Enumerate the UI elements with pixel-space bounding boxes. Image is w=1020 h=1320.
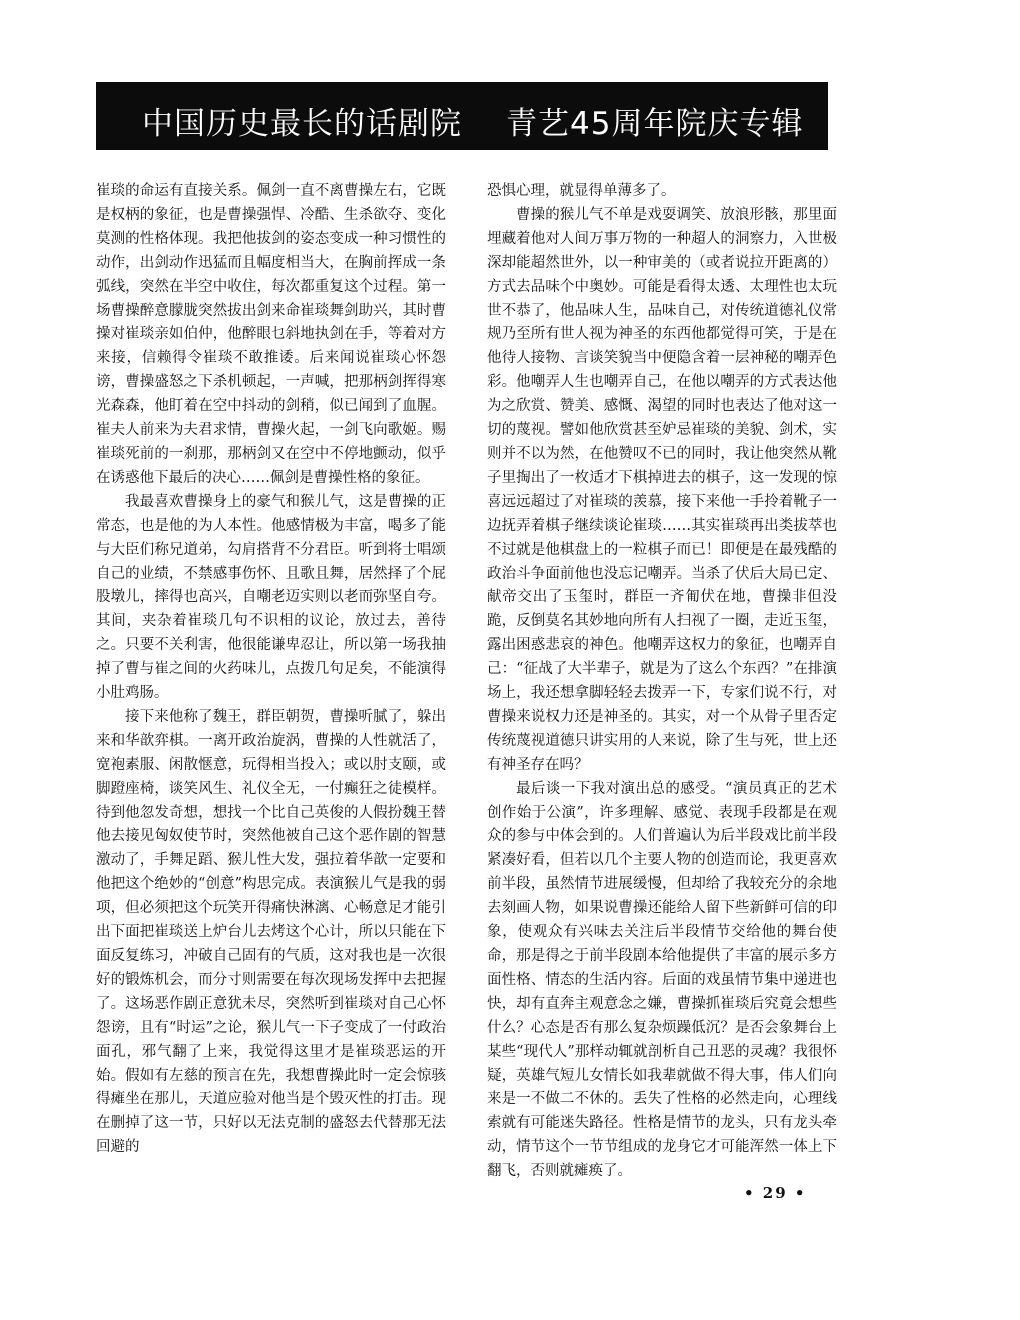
- banner-title-left: 中国历史最长的话剧院: [142, 106, 462, 142]
- paragraph: 我最喜欢曹操身上的豪气和猴儿气，这是曹操的正常态，也是他的为人本性。他感情极为丰富，喝多了能与大臣们称兄道弟，勾肩搭背不分君臣。听到将士唱颂自己的业绩，不禁感事伤怀、且歌且舞，居然择了个屁股墩儿，摔得也高兴，自嘲老迈实则以老而弥坚自夸。其间，夹杂着崔琰几句不识相的议论，放过去，善待之。只要不关利害，他很能谦卑忍让，所以第一场我抽掉了曹与崔之间的火药味儿，点拨几句足矣，不能演得小肚鸡肠。: [96, 493, 446, 702]
- right-text-column: [487, 180, 837, 1184]
- paragraph: 最后谈一下我对演出总的感受。“演员真正的艺术创作始于公演”，许多理解、感觉、表现手段都是在观众的参与中体会到的。人们普遍认为后半段戏比前半段紧凑好看，但若以几个主要人物的创造而论，我更喜欢前半段，虽然情节进展缓慢，但却给了我较充分的余地去刻画人物，如果说曹操还能给人留下些新鲜可信的印象，使观众有兴味去关注后半段情节交给他的舞台使命，那是得之于前半段剧本给他提供了丰富的展示多方面性格、情态的生活内容。后面的戏虽情节集中递进也快，却有直奔主观意念之嫌，曹操抓崔琰后究竟会想些什么？心态是否有那么复杂烦躁低沉？是否会象舞台上某些“现代人”那样动辄就剖析自己丑恶的灵魂？我很怀疑，英雄气短儿女情长如我辈就做不得大事，伟人们向来是一不做二不休的。丢失了性格的必然走向，心理线索就有可能迷失路径。性格是情节的龙头，只有龙头牵动，情节这个一节节组成的龙身它才可能浑然一体上下翻飞，否则就瘫痪了。: [487, 780, 837, 1180]
- paragraph: 接下来他称了魏王，群臣朝贺，曹操听腻了，躲出来和华歆弈棋。一离开政治旋涡，曹操的人性就活了，宽袍素服、闲散惬意，玩得相当投入；或以肘支颐，或脚蹬座椅，谈笑风生、礼仪全无，一付癫狂之徒模样。待到他忽发奇想，想找一个比自己英俊的人假扮魏王替他去接见匈奴使节时，突然他被自己这个恶作剧的智慧激动了，手舞足蹈、猴儿性大发，强拉着华歆一定要和他把这个绝妙的“创意”构思完成。表演猴儿气是我的弱项，但必须把这个玩笑开得痛快淋漓、心畅意足才能引出下面把崔琰送上炉台儿去烤这个心计，所以只能在下面反复练习，冲破自己固有的气质，这对我也是一次很好的锻炼机会，而分寸则需要在每次现场发挥中去把握了。这场恶作剧正意犹未尽，突然听到崔琰对自己心怀怨谤，且有“时运”之论，猴儿气一下子变成了一付政治面孔，邪气翻了上来，我觉得这里才是崔琰恶运的开始。假如有左慈的预言在先，我想曹操此时一定会惊骇得瘫坐在那儿，天道应验对他当是个毁灭性的打击。现在删掉了这一节，只好以无法克制的盛怒去代替那无法回避的: [96, 708, 446, 1156]
- paragraph: 崔琰的命运有直接关系。佩剑一直不离曹操左右，它既是权柄的象征，也是曹操强悍、冷酷、生杀欲夺、变化莫测的性格体现。我把他拔剑的姿态变成一种习惯性的动作，出剑动作迅猛而且幅度相当大，在胸前挥成一条弧线，突然在半空中收住，每次都重复这个过程。第一场曹操醉意朦胧突然拔出剑来命崔琰舞剑助兴，其时曹操对崔琰亲如伯仲，他醉眼乜斜地执剑在手，等着对方来接，信赖得令崔琰不敢推诿。后来闻说崔琰心怀怨谤，曹操盛怒之下杀机顿起，一声喊，把那柄剑挥得寒光森森，他盯着在空中抖动的剑稍，似已闻到了血腥。崔夫人前来为夫君求情，曹操火起，一剑飞向歌姬。赐崔琰死前的一刹那，那柄剑又在空中不停地颤动，似乎在诱惑他下最后的决心……佩剑是曹操性格的象征。: [96, 183, 446, 486]
- page-number: • 29 •: [744, 1184, 807, 1202]
- banner-title-right: 青艺45周年院庆专辑: [506, 106, 804, 142]
- title-banner: [96, 82, 828, 150]
- paragraph: 恐惧心理，就显得单薄多了。: [487, 183, 676, 199]
- paragraph: 曹操的猴儿气不单是戏耍调笑、放浪形骸，那里面埋藏着他对人间万事万物的一种超人的洞察力，入世极深却能超然世外，以一种审美的（或者说拉开距离的）方式去品味个中奥妙。可能是看得太透、太理性也太玩世不恭了，他品味人生，品味自己，对传统道德礼仪常规乃至所有世人视为神圣的东西他都觉得可笑，于是在他待人接物、言谈笑貌当中便隐含着一层神秘的嘲弄色彩。他嘲弄人生也嘲弄自己，在他以嘲弄的方式表达他为之欣赏、赞美、感慨、渴望的同时也表达了他对这一切的蔑视。譬如他欣赏甚至妒忌崔琰的美貌、剑术，实则并不以为然，在他赞叹不已的同时，我让他突然从靴子里掏出了一枚适才下棋掉进去的棋子，这一发现的惊喜远远超过了对崔琰的羡慕，接下来他一手拎着靴子一边抚弄着棋子继续谈论崔琰……其实崔琰再出类拔萃也不过就是他棋盘上的一粒棋子而已！即便是在最残酷的政治斗争面前他也没忘记嘲弄。当杀了伏后大局已定、献帝交出了玉玺时，群臣一齐匍伏在地，曹操非但没跪，反倒莫名其妙地向所有人扫视了一圈，走近玉玺，露出困惑悲哀的神色。他嘲弄这权力的象征，也嘲弄自己：“征战了大半辈子，就是为了这么个东西？”在排演场上，我还想拿脚轻轻去拨弄一下，专家们说不行，对曹操来说权力还是神圣的。其实，对一个从骨子里否定传统蔑视道德只讲实用的人来说，除了生与死，世上还有神圣存在吗？: [487, 206, 837, 773]
- left-text-column: [96, 180, 446, 1160]
